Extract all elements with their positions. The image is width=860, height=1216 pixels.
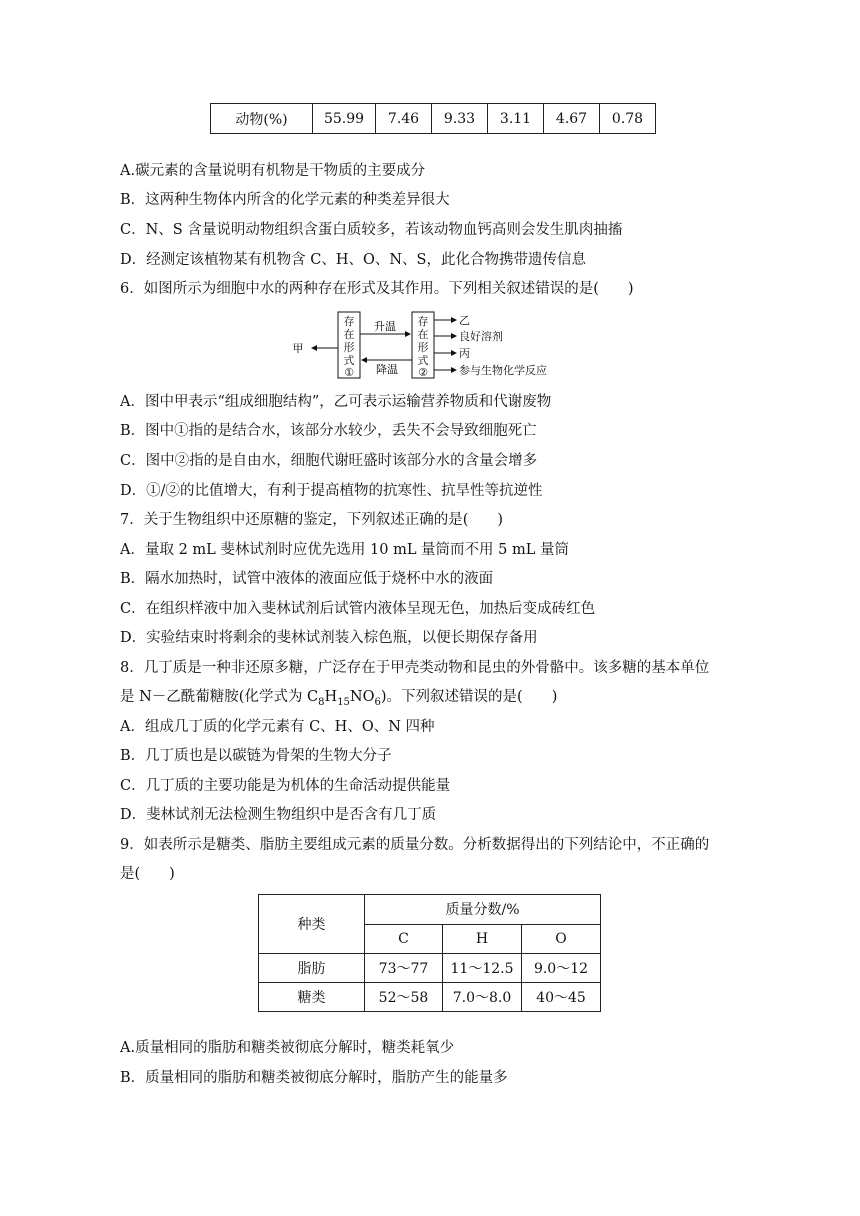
table-cell: 0.78 — [600, 104, 656, 134]
q6-option-d: D．①/②的比值增大，有利于提高植物的抗寒性、抗旱性等抗逆性 — [120, 483, 543, 499]
box2-char: 形 — [417, 341, 429, 354]
label-jia: 甲 — [292, 342, 304, 355]
subscript: 15 — [337, 696, 350, 708]
q7-option-a: A．量取 2 mL 斐林试剂时应优先选用 10 mL 量筒而不用 5 mL 量筒 — [120, 542, 569, 558]
q7-option-c: C．在组织样液中加入斐林试剂后试管内液体呈现无色，加热后变成砖红色 — [120, 601, 596, 617]
table-row — [259, 983, 601, 1012]
formula-part: NO — [349, 689, 375, 705]
box1-char: ① — [344, 366, 354, 379]
box1-char: 式 — [343, 354, 355, 367]
table-cell: 4.67 — [544, 104, 600, 134]
box1-char: 形 — [343, 341, 355, 354]
subscript: 6 — [374, 696, 381, 708]
table-cell: 55.99 — [313, 104, 376, 134]
q5-option-d: D．经测定该植物某有机物含 C、H、O、N、S，此化合物携带遗传信息 — [120, 252, 586, 268]
q6-option-c: C．图中②指的是自由水，细胞代谢旺盛时该部分水的含量会增多 — [120, 453, 538, 469]
q8-option-d: D．斐林试剂无法检测生物组织中是否含有几丁质 — [120, 807, 437, 823]
box2-char: 式 — [417, 354, 429, 367]
table-cell: 73～77 — [365, 954, 443, 983]
box2-char: ② — [418, 366, 428, 379]
q7-stem: 7．关于生物组织中还原糖的鉴定，下列叙述正确的是( ) — [120, 512, 504, 528]
q9-option-b: B．质量相同的脂肪和糖类被彻底分解时，脂肪产生的能量多 — [120, 1070, 508, 1086]
cooling-label: 降温 — [376, 363, 398, 376]
table-cell: 9.0～12 — [522, 954, 601, 983]
q5-option-c: C．N、S 含量说明动物组织含蛋白质较多，若该动物血钙高则会发生肌肉抽搐 — [120, 222, 623, 238]
box1-char: 在 — [343, 328, 355, 341]
q9-stem-line1: 9．如表所示是糖类、脂肪主要组成元素的质量分数。分析数据得出的下列结论中，不正确的 — [120, 837, 710, 853]
output-label-solvent: 良好溶剂 — [459, 330, 503, 343]
element-mass-table — [258, 894, 601, 1012]
q7-option-d: D．实验结束时将剩余的斐林试剂装入棕色瓶，以便长期保存备用 — [120, 630, 538, 646]
header-element: H — [443, 924, 522, 954]
q6-stem: 6．如图所示为细胞中水的两种存在形式及其作用。下列相关叙述错误的是( ) — [120, 281, 634, 297]
q9-stem-line2: 是( ) — [120, 866, 175, 882]
header-kind: 种类 — [259, 895, 365, 954]
q8-stem-line1: 8．几丁质是一种非还原多糖，广泛存在于甲壳类动物和昆虫的外骨骼中。该多糖的基本单位 — [120, 660, 710, 676]
q5-option-a: A.碳元素的含量说明有机物是干物质的主要成分 — [120, 163, 426, 179]
table-row — [259, 954, 601, 983]
box2-char: 存 — [417, 315, 429, 328]
row-name: 脂肪 — [259, 954, 365, 983]
q8-stem-line2 — [120, 687, 557, 713]
table-cell: 3.11 — [488, 104, 544, 134]
header-element: C — [365, 924, 443, 954]
q8-option-b: B．几丁质也是以碳链为骨架的生物大分子 — [120, 748, 392, 764]
table-cell: 7.0～8.0 — [443, 983, 522, 1012]
heating-label: 升温 — [374, 320, 396, 333]
table-row — [259, 895, 601, 925]
box1-char: 存 — [343, 315, 355, 328]
subscript: 8 — [318, 696, 325, 708]
row-name: 糖类 — [259, 983, 365, 1012]
animal-element-table — [210, 103, 656, 134]
table-cell: 11～12.5 — [443, 954, 522, 983]
q8-stem-text: )。下列叙述错误的是( ) — [380, 689, 558, 705]
table-cell: 9.33 — [432, 104, 488, 134]
q7-option-b: B．隔水加热时，试管中液体的液面应低于烧杯中水的液面 — [120, 571, 494, 587]
row-label: 动物(%) — [211, 104, 313, 134]
output-label-bing: 丙 — [459, 347, 470, 360]
header-element: O — [522, 924, 601, 954]
output-label-yi: 乙 — [459, 314, 470, 327]
table-cell: 40～45 — [522, 983, 601, 1012]
q5-option-b: B．这两种生物体内所含的化学元素的种类差异很大 — [120, 192, 450, 208]
table-cell: 52～58 — [365, 983, 443, 1012]
formula-part: H — [324, 689, 338, 705]
q8-option-a: A．组成几丁质的化学元素有 C、H、O、N 四种 — [120, 719, 435, 735]
q8-stem-text: 是 N－乙酰葡糖胺(化学式为 C — [120, 689, 319, 705]
table-cell: 7.46 — [376, 104, 432, 134]
q6-option-a: A．图中甲表示“组成细胞结构”，乙可表示运输营养物质和代谢废物 — [120, 394, 552, 410]
box2-char: 在 — [417, 328, 429, 341]
water-forms-diagram — [290, 310, 550, 382]
q9-option-a: A.质量相同的脂肪和糖类被彻底分解时，糖类耗氧少 — [120, 1040, 455, 1056]
q6-option-b: B．图中①指的是结合水，该部分水较少，丢失不会导致细胞死亡 — [120, 423, 537, 439]
table-row — [211, 104, 656, 134]
q8-option-c: C．几丁质的主要功能是为机体的生命活动提供能量 — [120, 778, 451, 794]
output-label-reaction: 参与生物化学反应 — [459, 364, 547, 377]
header-mass: 质量分数/% — [365, 895, 601, 925]
